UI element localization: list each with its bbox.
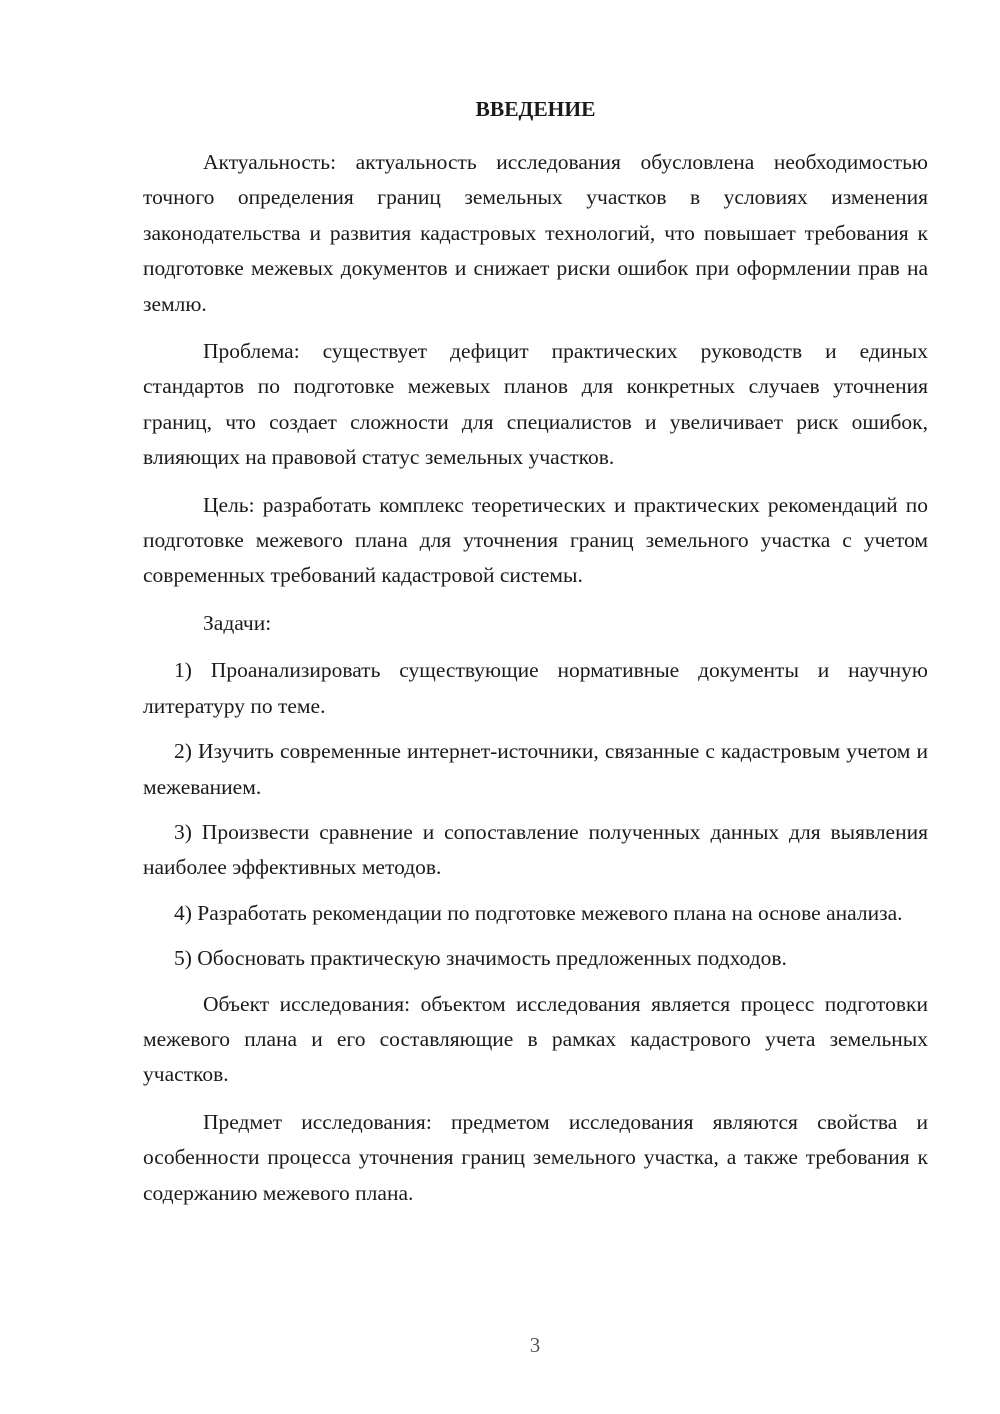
task-item-4: 4) Разработать рекомендации по подготовке межевого плана на основе анализа. xyxy=(174,900,903,925)
task-item-3: 3) Произвести сравнение и сопоставление полученных данных для выявления наиболее эффективных методов. xyxy=(143,819,928,880)
page-content xyxy=(143,92,928,1223)
page-number: 3 xyxy=(529,1333,541,1357)
relevance-paragraph: Актуальность: актуальность исследования обусловлена необходимостью точного определения границ земельных участков в условиях изменения законодательства и развития кадастровых технологий, что повышает требования к подготовке межевых документов и снижает риски ошибок при оформлении прав на землю. xyxy=(143,150,928,316)
goal-paragraph: Цель: разработать комплекс теоретических и практических рекомендаций по подготовке межевого плана для уточнения границ земельного участка с учетом современных требований кадастровой системы. xyxy=(143,492,928,588)
task-item-5: 5) Обосновать практическую значимость предложенных подходов. xyxy=(174,946,787,971)
subject-paragraph: Предмет исследования: предметом исследования являются свойства и особенности процесса уточнения границ земельного участка, а также требования к содержанию межевого плана. xyxy=(143,1109,928,1205)
object-paragraph: Объект исследования: объектом исследования является процесс подготовки межевого плана и его составляющие в рамках кадастрового учета земельных участков. xyxy=(143,991,928,1087)
problem-paragraph: Проблема: существует дефицит практических руководств и единых стандартов по подготовке межевых планов для конкретных случаев уточнения границ, что создает сложности для специалистов и увеличивает риск ошибок, влияющих на правовой статус земельных участков. xyxy=(143,339,928,470)
tasks-label: Задачи: xyxy=(203,610,272,635)
section-heading: ВВЕДЕНИЕ xyxy=(475,97,596,121)
task-item-2: 2) Изучить современные интернет-источники, связанные с кадастровым учетом и межеванием. xyxy=(143,739,928,799)
task-item-1: 1) Проанализировать существующие нормативные документы и научную литературу по теме. xyxy=(143,658,928,718)
